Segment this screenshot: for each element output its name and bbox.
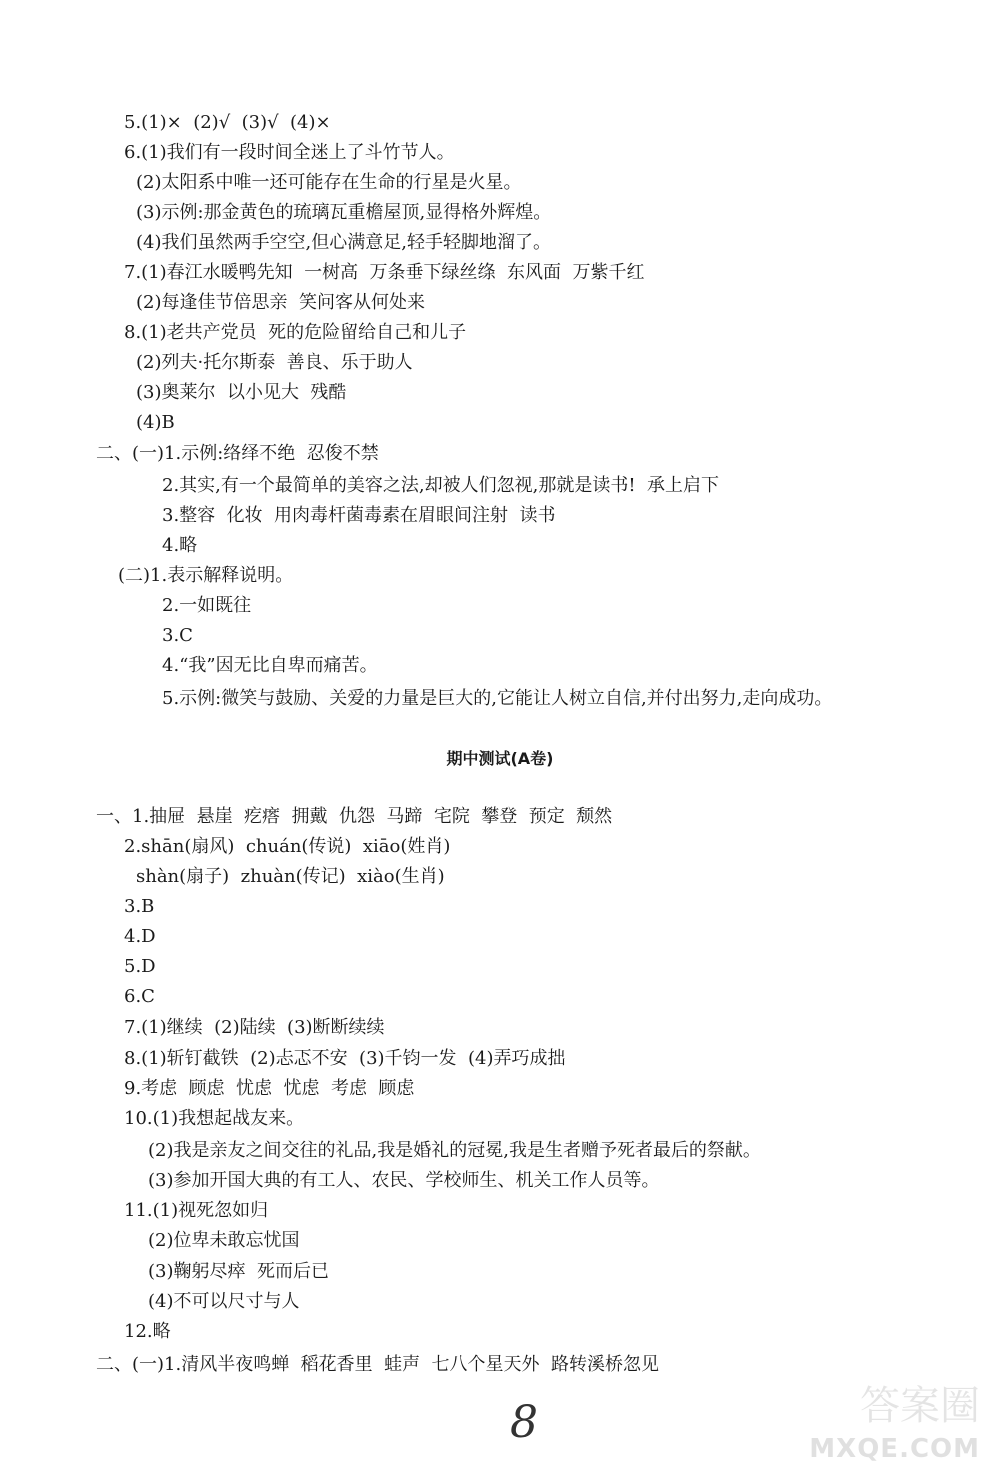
answer-line: 6.(1)我们有一段时间全迷上了斗竹节人。 xyxy=(124,142,455,163)
answer-line: 5.示例:微笑与鼓励、关爱的力量是巨大的,它能让人树立自信,并付出努力,走向成功。 xyxy=(162,688,833,709)
answer-line: 7.(1)春江水暖鸭先知 一树高 万条垂下绿丝绦 东风面 万紫千红 xyxy=(124,262,645,283)
answer-line: 2.shān(扇风) chuán(传说) xiāo(姓肖) xyxy=(124,836,451,857)
answer-line: (3)鞠躬尽瘁 死而后已 xyxy=(148,1261,329,1282)
answer-line: 2.一如既往 xyxy=(162,595,252,616)
answer-line: (4)B xyxy=(136,412,175,433)
answer-line: (二)1.表示解释说明。 xyxy=(118,565,294,586)
answer-line: 二、(一)1.示例:络绎不绝 忍俊不禁 xyxy=(96,443,379,464)
answer-line: 4.略 xyxy=(162,535,198,556)
answer-line: (4)我们虽然两手空空,但心满意足,轻手轻脚地溜了。 xyxy=(136,232,551,253)
answer-line: 二、(一)1.清风半夜鸣蝉 稻花香里 蛙声 七八个星天外 路转溪桥忽见 xyxy=(96,1354,659,1375)
answer-line: 4.“我”因无比自卑而痛苦。 xyxy=(162,655,378,676)
answer-line: (3)奥莱尔 以小见大 残酷 xyxy=(136,382,347,403)
answer-line: 3.B xyxy=(124,896,155,917)
answer-line: 5.(1)× (2)√ (3)√ (4)× xyxy=(124,112,331,133)
answer-line: (2)太阳系中唯一还可能存在生命的行星是火星。 xyxy=(136,172,522,193)
answer-line: 10.(1)我想起战友来。 xyxy=(124,1108,305,1129)
section-title: 期中测试(A卷) xyxy=(446,749,554,768)
answer-line: 9.考虑 顾虑 忧虑 忧虑 考虑 顾虑 xyxy=(124,1078,415,1099)
answer-line: 4.D xyxy=(124,926,156,947)
answer-line: 3.整容 化妆 用肉毒杆菌毒素在眉眼间注射 读书 xyxy=(162,505,556,526)
answer-line: 3.C xyxy=(162,625,193,646)
page-number: 8 xyxy=(510,1397,538,1448)
answer-line: 11.(1)视死忽如归 xyxy=(124,1200,269,1221)
answer-line: 5.D xyxy=(124,956,156,977)
watermark-logo-icon: 答案圈 xyxy=(860,1383,980,1429)
answer-line: shàn(扇子) zhuàn(传记) xiào(生肖) xyxy=(136,866,445,887)
answer-line: (2)我是亲友之间交往的礼品,我是婚礼的冠冕,我是生者赠予死者最后的祭献。 xyxy=(148,1140,761,1161)
answer-line: (2)列夫·托尔斯泰 善良、乐于助人 xyxy=(136,352,413,373)
answer-line: (2)每逢佳节倍思亲 笑问客从何处来 xyxy=(136,292,425,313)
answer-line: 7.(1)继续 (2)陆续 (3)断断续续 xyxy=(124,1017,385,1038)
answer-line: (3)示例:那金黄色的琉璃瓦重檐屋顶,显得格外辉煌。 xyxy=(136,202,552,223)
answer-line: (4)不可以尺寸与人 xyxy=(148,1291,300,1312)
answer-line: (3)参加开国大典的有工人、农民、学校师生、机关工作人员等。 xyxy=(148,1170,660,1191)
answer-line: 2.其实,有一个最简单的美容之法,却被人们忽视,那就是读书! 承上启下 xyxy=(162,475,720,496)
answer-line: 12.略 xyxy=(124,1321,171,1342)
answer-line: 一、1.抽屉 悬崖 疙瘩 拥戴 仇怨 马蹄 宅院 攀登 预定 颓然 xyxy=(96,806,613,827)
answer-line: 8.(1)斩钉截铁 (2)忐忑不安 (3)千钧一发 (4)弄巧成拙 xyxy=(124,1048,566,1069)
watermark-text: MXQE.COM xyxy=(809,1434,980,1464)
watermark xyxy=(809,1374,980,1464)
answer-line: (2)位卑未敢忘忧国 xyxy=(148,1230,300,1251)
answer-line: 6.C xyxy=(124,986,155,1007)
answer-line: 8.(1)老共产党员 死的危险留给自己和儿子 xyxy=(124,322,467,343)
